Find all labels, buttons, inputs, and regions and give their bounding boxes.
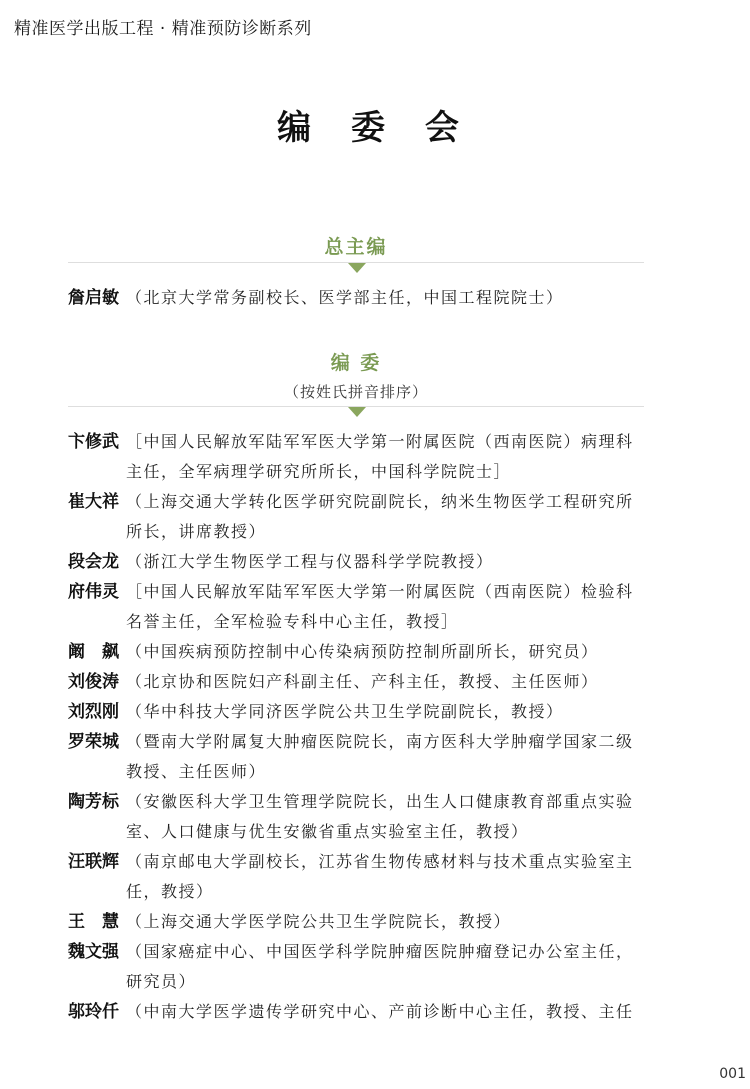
member-name: 邬玲仟 <box>68 1002 119 1022</box>
member-affiliation: （安徽医科大学卫生管理学院院长，出生人口健康教育部重点实验室、人口健康与优生安徽省重点实验室主任，教授） <box>126 792 634 841</box>
member-affiliation: （南京邮电大学副校长，江苏省生物传感材料与技术重点实验室主任，教授） <box>126 852 634 901</box>
member-name: 阚 飙 <box>68 642 119 662</box>
member-affiliation: （浙江大学生物医学工程与仪器科学学院教授） <box>126 552 494 571</box>
chief-editor-entry <box>68 283 648 313</box>
board-member-entry <box>68 727 648 787</box>
editorial-board-label: 编 委 <box>330 352 382 374</box>
board-member-entry <box>68 667 648 697</box>
member-affiliation: （上海交通大学医学院公共卫生学院院长，教授） <box>126 912 512 931</box>
member-affiliation: ［中国人民解放军陆军军医大学第一附属医院（西南医院）病理科主任，全军病理学研究所所长，中国科学院院士］ <box>126 432 634 481</box>
member-name: 魏文强 <box>68 942 119 962</box>
board-member-entry <box>68 487 648 547</box>
series-header: 精准医学出版工程 · 精准预防诊断系列 <box>14 19 312 39</box>
board-member-entry <box>68 907 648 937</box>
board-member-entry <box>68 577 648 637</box>
chief-editor-label: 总主编 <box>324 236 388 258</box>
member-affiliation: （北京协和医院妇产科副主任、产科主任，教授、主任医师） <box>126 672 599 691</box>
page-title: 编 委 会 <box>277 108 473 148</box>
triangle-marker-icon <box>348 263 366 273</box>
member-affiliation: （中国疾病预防控制中心传染病预防控制所副所长，研究员） <box>126 642 599 661</box>
triangle-marker-icon <box>348 407 366 417</box>
editor-affiliation: （北京大学常务副校长、医学部主任，中国工程院院士） <box>126 288 564 307</box>
member-affiliation: （国家癌症中心、中国医学科学院肿瘤医院肿瘤登记办公室主任，研究员） <box>126 942 634 991</box>
chief-editor-heading <box>68 232 644 259</box>
sort-note: （按姓氏拼音排序） <box>283 383 428 401</box>
editorial-board-heading <box>68 348 644 402</box>
member-name: 陶芳标 <box>68 792 119 812</box>
member-name: 刘烈刚 <box>68 702 119 722</box>
member-name: 崔大祥 <box>68 492 119 512</box>
board-member-entry <box>68 997 648 1027</box>
member-affiliation: （华中科技大学同济医学院公共卫生学院副院长，教授） <box>126 702 564 721</box>
page-number: 001 <box>719 1066 746 1082</box>
member-name: 卞修武 <box>68 432 119 452</box>
member-affiliation: ［中国人民解放军陆军军医大学第一附属医院（西南医院）检验科名誉主任，全军检验专科中心主任，教授］ <box>126 582 634 631</box>
member-name: 罗荣城 <box>68 732 119 752</box>
member-name: 段会龙 <box>68 552 119 572</box>
member-affiliation: （暨南大学附属复大肿瘤医院院长，南方医科大学肿瘤学国家二级教授、主任医师） <box>126 732 634 781</box>
member-name: 府伟灵 <box>68 582 119 602</box>
member-affiliation: （上海交通大学转化医学研究院副院长，纳米生物医学工程研究所所长，讲席教授） <box>126 492 634 541</box>
member-affiliation: （中南大学医学遗传学研究中心、产前诊断中心主任，教授、主任 <box>126 1002 634 1021</box>
board-member-entry <box>68 427 648 487</box>
member-name: 王 慧 <box>68 912 119 932</box>
board-member-entry <box>68 697 648 727</box>
member-name: 汪联辉 <box>68 852 119 872</box>
member-name: 刘俊涛 <box>68 672 119 692</box>
board-member-entry <box>68 787 648 847</box>
board-member-entry <box>68 937 648 997</box>
board-member-entry <box>68 637 648 667</box>
board-member-entry <box>68 847 648 907</box>
board-member-entry <box>68 547 648 577</box>
editor-name: 詹启敏 <box>68 288 119 308</box>
